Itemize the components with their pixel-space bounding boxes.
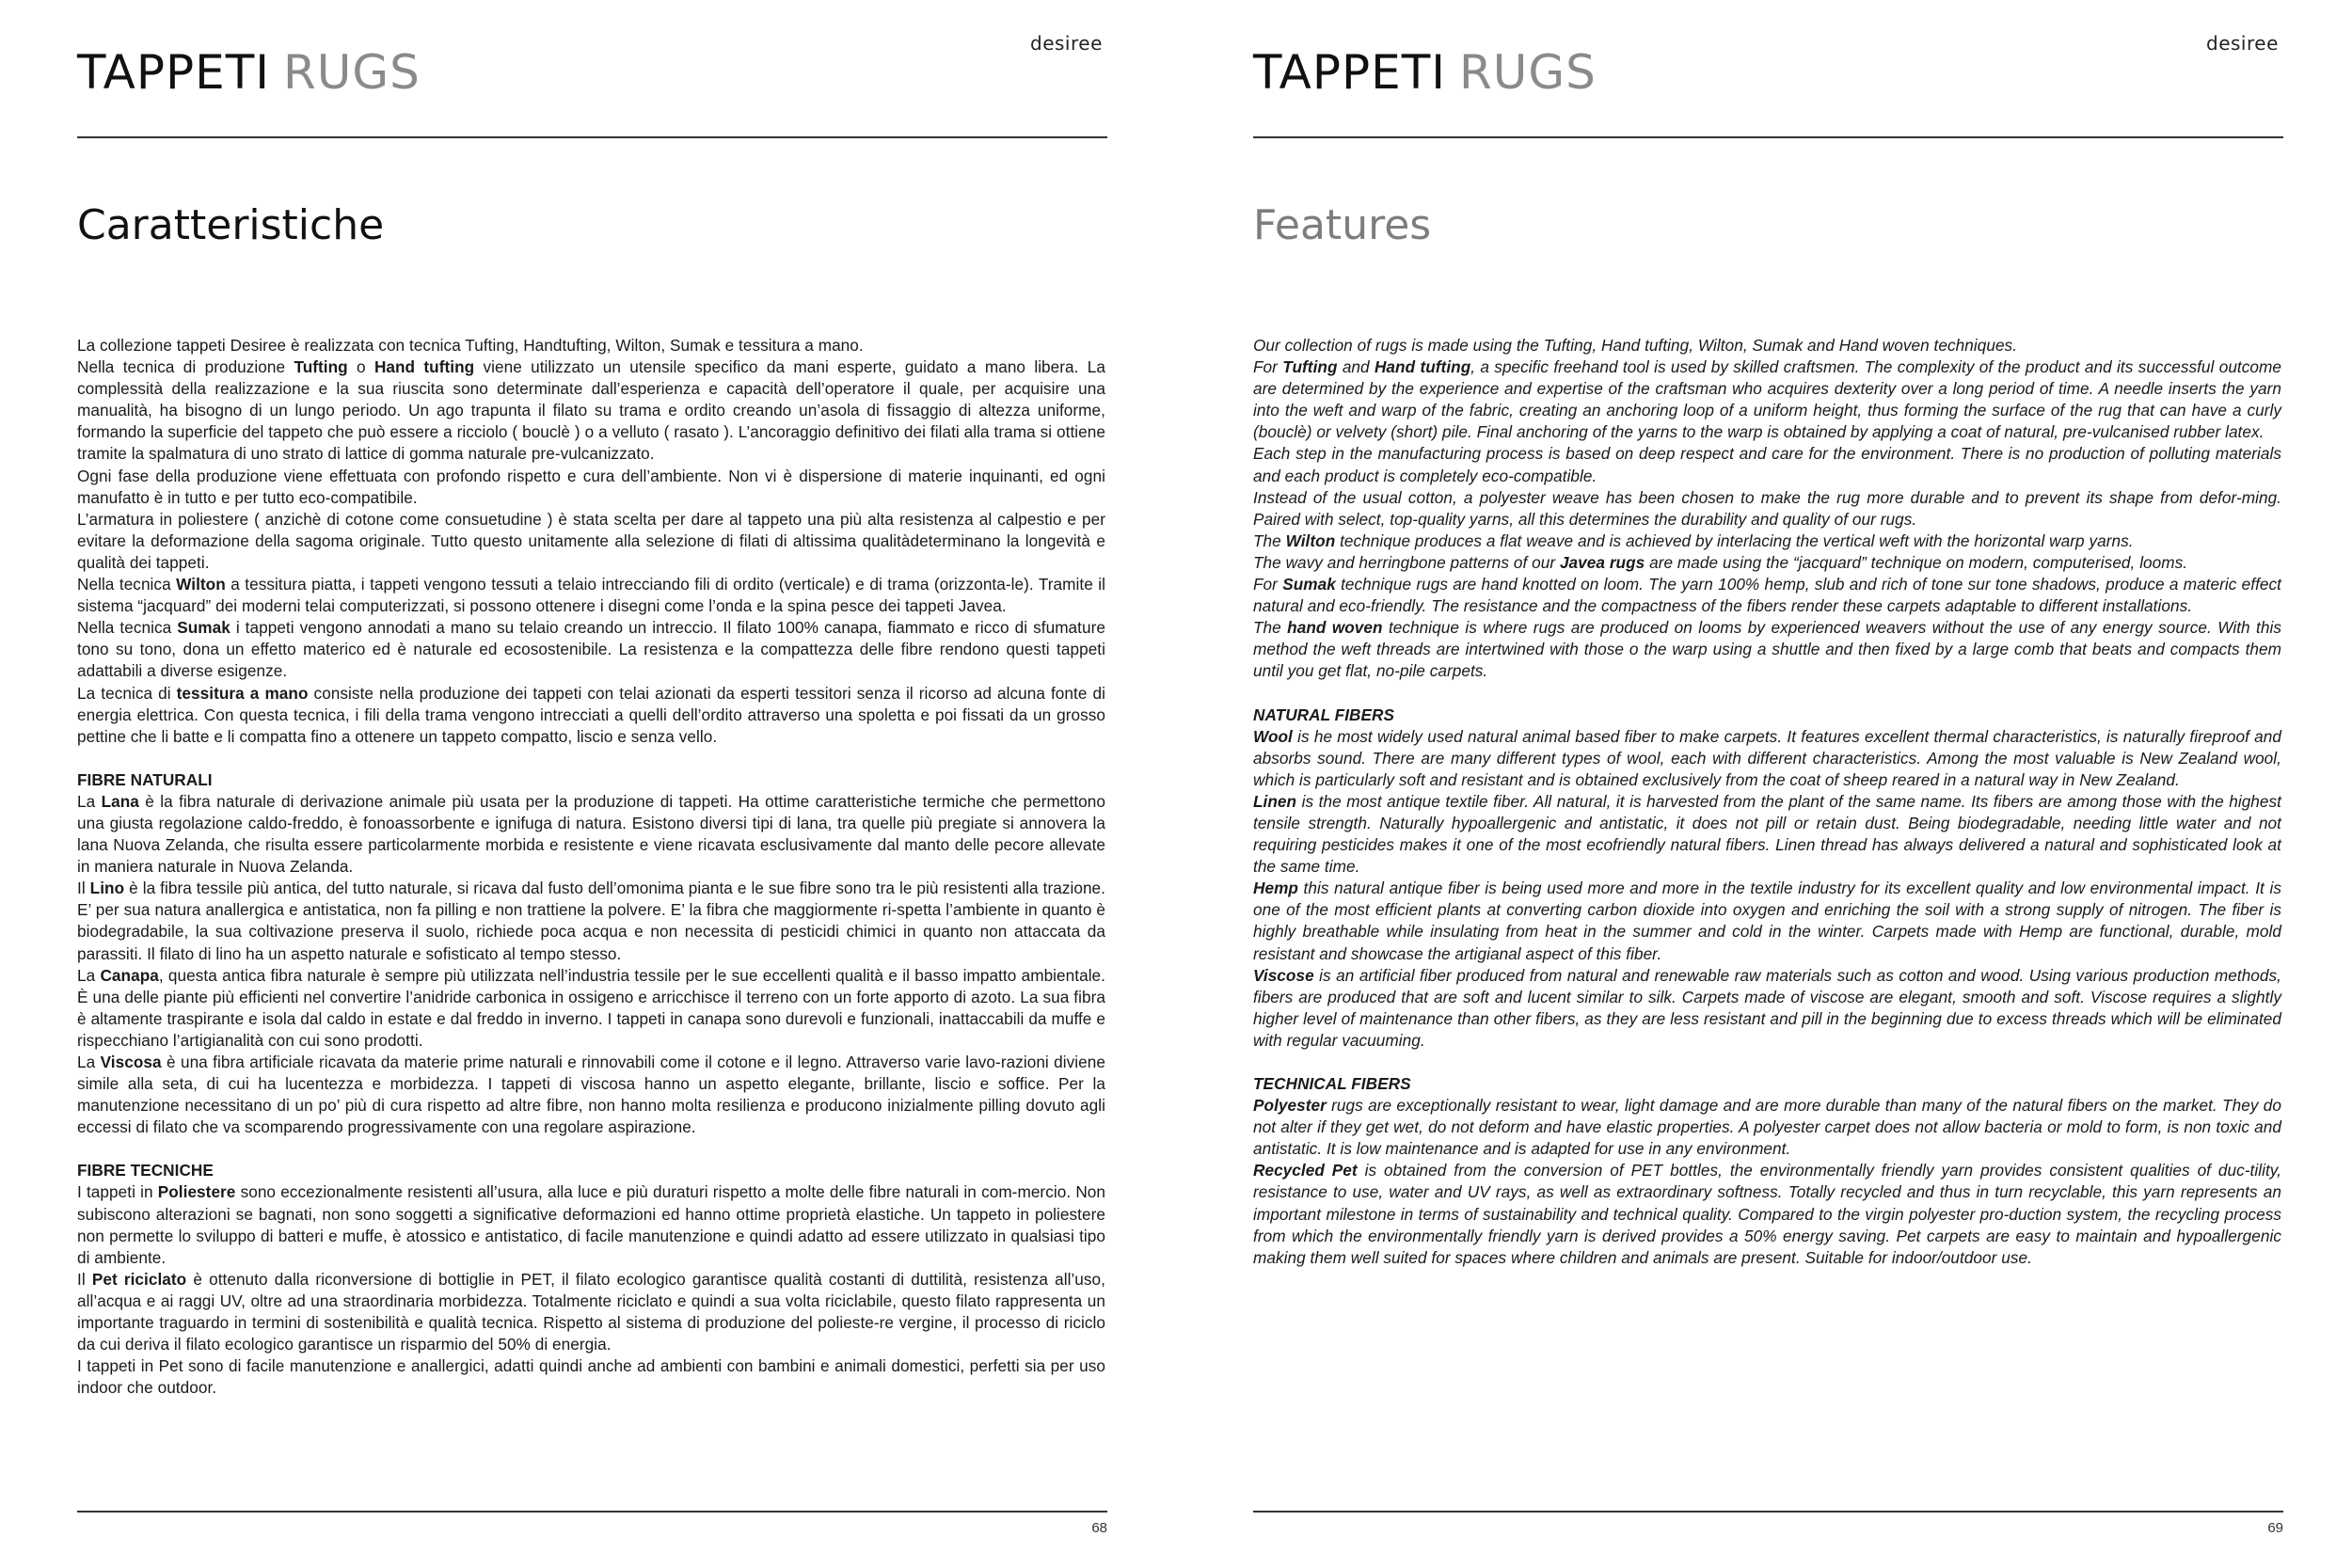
bold-term: Wool xyxy=(1253,726,1293,746)
section-title: Features xyxy=(1253,201,1432,249)
text-run: Nella tecnica di produzione xyxy=(77,357,294,377)
text-run: La xyxy=(77,1053,101,1071)
text-run: La collezione tappeti Desiree è realizzata con tecnica Tufting, Handtufting, Wilton, Sumak e tessitura a mano. xyxy=(77,336,864,355)
bold-term: Viscose xyxy=(1253,965,1314,985)
text-run: is an artificial fiber produced from natural and renewable raw materials such as cotton and wood. Using various production methods, fibers are produced that are soft and lucent similar to silk. Carpets made of viscose are elegant, smooth and soft. Viscose requires a slightly higher level of maintenance than other fibers, as they are less resistant and pill in the beginning due to excess threads which will be eliminated with regular vacuuming. xyxy=(1253,965,2281,1050)
text-run: Ogni fase della produzione viene effettuata con profondo rispetto e cura dell’ambiente. Non vi è dispersione di materie inquinanti, ed ogni manufatto è in tutto e per tutto eco-compatibile. xyxy=(77,466,1105,507)
body-text xyxy=(77,335,1105,1399)
bold-term: Sumak xyxy=(177,618,230,638)
bold-term: Hand tufting xyxy=(373,357,475,377)
paragraph xyxy=(77,617,1105,682)
paragraph xyxy=(77,574,1105,617)
text-run: The xyxy=(1253,618,1288,638)
bold-term: Viscosa xyxy=(100,1053,162,1071)
bold-term: Poliestere xyxy=(157,1182,236,1202)
subheading: NATURAL FIBERS xyxy=(1253,705,1394,724)
paragraph xyxy=(1253,356,2281,443)
bold-term: Linen xyxy=(1253,791,1297,811)
right-page xyxy=(1176,0,2352,1568)
bold-term: Sumak xyxy=(1282,575,1336,594)
text-run: è una fibra artificiale ricavata da materie prime naturali e rinnovabili come il cotone e il legno. Attraverso varie lavo-razioni diviene simile alla seta, di cui ha lucentezza e morbidezza. I tappeti di viscosa hanno un aspetto elegante, brillante, liscio e soffice. Per la manutenzione necessitano di un po’ più di cura rispetto ad altre fibre, non hanno molta resilienza e producono inizialmente pilling dovuto agli eccessi di filato che va scomparendo progressivamente con una regolare aspirazione. xyxy=(77,1053,1105,1137)
text-run: is the most antique textile fiber. All natural, it is harvested from the plant of the same name. Its fibers are among those with the highest tensile strength. Naturally hypoallergenic and antistatic, it does not pill or retain dust. Being biodegradable, needing little water and not requiring pesticides makes it one of the most ecofriendly natural fibers. Linen thread has always delivered a natural and sophisticated look at the same time. xyxy=(1253,791,2281,877)
text-run: L’armatura in poliestere ( anzichè di cotone come consuetudine ) è stata scelta per dare al tappeto una più alta resistenza al calpestio e per evitare la deformazione della sagoma originale. Tutto questo unitamente alla selezione di filati di altissima qualitàdeterminano la longevità e qualità dei tappeti. xyxy=(77,509,1105,572)
header-title-it: TAPPETI xyxy=(77,45,271,100)
subheading: TECHNICAL FIBERS xyxy=(1253,1074,1411,1093)
text-run: è la fibra naturale di derivazione animale più usata per la produzione di tappeti. Ha ottime caratteristiche termiche che permettono una giusta regolazione caldo-freddo, è fonoassorbente e ignifuga di natura. Esistono diversi tipi di lana, tra quelle più pregiate si annovera la lana Nuova Zelanda, che risulta essere particolarmente morbida e resistente e viene ricavata esclusivamente dal manto delle pecore allevate in maniera naturale in Nuova Zelanda. xyxy=(77,791,1105,877)
bold-term: Canapa xyxy=(100,965,159,985)
subheading: FIBRE TECNICHE xyxy=(77,1161,214,1180)
bold-term: Tufting xyxy=(1282,357,1338,377)
text-run: a tessitura piatta, i tappeti vengono tessuti a telaio intrecciando fili di ordito (verticale) e di trama (orizzonta-le). Tramite il sistema “jacquard” dei moderni telai computerizzati, si possono ottenere i disegni come l’onda e la spina pesce dei tappeti Javea. xyxy=(77,575,1105,616)
body-text xyxy=(1253,335,2281,1269)
text-run: and xyxy=(1337,357,1375,377)
paragraph xyxy=(1253,487,2281,531)
text-run: this natural antique fiber is being used more and more in the textile industry for its excellent quality and low environmental impact. It is one of the most efficient plants at converting carbon dioxide into oxygen and enriching the soil with a strong supply of nitrogen. The fiber is highly breathable while insulating from heat in the summer and cold in the winter. Carpets made with Hemp are functional, durable, mold resistant and showcase the artigianal aspect of this fiber. xyxy=(1253,879,2281,963)
text-run: Each step in the manufacturing process is based on deep respect and care for the environment. There is no production of polluting materials and each product is completely eco-compatible. xyxy=(1253,444,2281,485)
text-run: sono eccezionalmente resistenti all’usura, alla luce e più duraturi rispetto a molte delle fibre naturali in com-mercio. Non subiscono alterazioni se bagnati, non sono soggetti a significative deformazioni ed hanno ottime proprietà elastiche. Un tappeto in poliestere non permette lo sviluppo di batteri e muffe, è atossico e antistatico, di facile manutenzione e quindi adatto ad essere utilizzato in qualsiasi tipo di ambiente. xyxy=(77,1182,1105,1267)
page-header xyxy=(1253,45,1597,100)
text-run: I tappeti in Pet sono di facile manutenzione e anallergici, adatti quindi anche ad ambienti con bambini e animali domestici, perfetti sia per uso indoor che outdoor. xyxy=(77,1356,1105,1398)
paragraph xyxy=(1253,965,2281,1052)
bold-term: tessitura a mano xyxy=(176,683,309,703)
text-run: For xyxy=(1253,575,1283,594)
text-run: For xyxy=(1253,357,1283,377)
paragraph xyxy=(1253,531,2281,552)
bold-term: Wilton xyxy=(176,575,226,594)
subheading: FIBRE NATURALI xyxy=(77,769,213,789)
text-run: , questa antica fibra naturale è sempre più utilizzata nell’industria tessile per le sue eccellenti qualità e il basso impatto ambientale. È una delle piante più efficienti nel convertire l’anidride carbonica in ossigeno e arricchisce il terreno con un forte apporto di azoto. La sua fibra è altamente traspirante e isola dal caldo in estate e dal freddo in inverno. I tappeti in canapa sono durevoli e funzionali, inattaccabili da muffe e rispecchiano l’artigianalità con cui sono prodotti. xyxy=(77,965,1105,1050)
text-run: are made using the “jacquard” technique on modern, computerised, looms. xyxy=(1645,552,2188,572)
bold-term: Javea rugs xyxy=(1559,552,1645,572)
text-run: Instead of the usual cotton, a polyester weave has been chosen to make the rug more durable and to prevent its shape from defor-ming. Paired with select, top-quality yarns, all this determines the durability and quality of our rugs. xyxy=(1253,487,2281,529)
bold-term: Recycled Pet xyxy=(1253,1161,1358,1180)
paragraph xyxy=(77,1052,1105,1138)
text-run: o xyxy=(347,357,374,377)
text-run: è ottenuto dalla riconversione di bottiglie in PET, il filato ecologico garantisce qualità costanti di duttilità, resistenza all’uso, all’acqua e ai raggi UV, oltre ad una straordinaria morbidezza. Totalmente riciclato e quindi a sua volta riciclabile, questo filato rappresenta un importante traguardo in termini di sostenibilità e qualità tecnica. Rispetto al sistema di produzione del polieste-re vergine, il processo di riciclo da cui deriva il filato ecologico garantisce un risparmio del 50% di energia. xyxy=(77,1269,1105,1354)
text-run: Our collection of rugs is made using the Tufting, Hand tufting, Wilton, Sumak and Hand woven techniques. xyxy=(1253,336,2018,355)
bold-term: Lino xyxy=(89,879,125,898)
paragraph xyxy=(77,466,1105,509)
bold-term: Tufting xyxy=(294,357,348,377)
paragraph xyxy=(77,356,1105,465)
footer-divider xyxy=(77,1511,1107,1513)
bold-term: Pet riciclato xyxy=(91,1269,187,1289)
bold-term: Hemp xyxy=(1253,879,1298,898)
text-run: technique is where rugs are produced on looms by experienced weavers without the use of any energy source. With this method the weft threads are intertwined with those o the warp using a shuttle and then fixed by a large comb that beats and compacts them until you get flat, no-pile carpets. xyxy=(1253,618,2281,681)
text-run: The wavy and herringbone patterns of our xyxy=(1253,552,1560,572)
text-run: viene utilizzato un utensile specifico da mani esperte, guidato a mano libera. La complessità della realizzazione e la sua riuscita sono determinate dall’esperienza e capacità dell’operatore il quale, per acquisire una manualità, ha bisogno di un lungo periodo. Un ago trapunta il filato su trama e ordito creando un’asola di fissaggio di altezza uniforme, formando la superficie del tappeto che può essere a ricciolo ( bouclè ) o a velluto ( rasato ). L’ancoraggio definitivo dei filati alla trama si ottiene tramite la spalmatura di uno strato di lattice di gomma naturale pre-vulcanizzato. xyxy=(77,357,1105,464)
section-title: Caratteristiche xyxy=(77,201,385,249)
paragraph xyxy=(1253,1095,2281,1160)
bold-term: Polyester xyxy=(1253,1096,1327,1116)
text-run: La xyxy=(77,791,102,811)
paragraph xyxy=(77,509,1105,574)
paragraph xyxy=(1253,726,2281,791)
brand-logo: desiree xyxy=(2206,32,2279,55)
paragraph xyxy=(77,683,1105,748)
bold-term: Hand tufting xyxy=(1374,357,1471,377)
bold-term: Lana xyxy=(101,791,139,811)
brand-logo: desiree xyxy=(1030,32,1103,55)
header-title-en: RUGS xyxy=(283,45,421,100)
paragraph xyxy=(77,878,1105,964)
paragraph xyxy=(77,335,1105,356)
paragraph xyxy=(1253,878,2281,964)
header-divider xyxy=(77,136,1107,138)
text-run: is obtained from the conversion of PET bottles, the environmentally friendly yarn provides consistent qualities of duc-tility, resistance to use, water and UV rays, as well as extraordinary softness. Totally recycled and thus in turn recyclable, this yarn represents an important milestone in terms of sustainability and technical quality. Compared to the virgin polyester pro-duction system, the recycling process from which the environmentally friendly yarn is derived provides a 50% energy saving. Pet carpets are easy to maintain and hypoallergenic making them well suited for spaces where children and animals are present. Suitable for indoor/outdoor use. xyxy=(1253,1161,2281,1267)
text-run: i tappeti vengono annodati a mano su telaio creando un intreccio. Il filato 100% canapa, fiammato e ricco di sfumature tono su tono, dona un effetto materico ed è naturale ed ecosostenibile. La resistenza e la compattezza delle fibre rendono questi tappeti adattabili a diverse esigenze. xyxy=(77,618,1105,681)
paragraph xyxy=(77,965,1105,1052)
text-run: consiste nella produzione dei tappeti con telai azionati da esperti tessitori senza il ricorso ad alcuna fonte di energia elettrica. Con questa tecnica, i fili della trama vengono intrecciati a quelli dell’ordito attraverso una spoletta e poi fissati da un grosso pettine che li batte e li compatta fino a ottenere un tappeto compatto, liscio e senza vello. xyxy=(77,683,1105,746)
text-run: Il xyxy=(77,1269,92,1289)
paragraph xyxy=(1253,335,2281,356)
paragraph xyxy=(77,1181,1105,1268)
text-run: is he most widely used natural animal based fiber to make carpets. It features excellent thermal characteristics, is naturally fireproof and absorbs sound. There are many different types of wool, each with different characteristics. Among the most valuable is New Zealand wool, which is particularly soft and resistant and is obtained exclusively from the coat of sheep reared in a natural way in New Zealand. xyxy=(1253,726,2281,789)
paragraph xyxy=(1253,574,2281,617)
page-number: 69 xyxy=(2267,1520,2283,1536)
paragraph xyxy=(1253,552,2281,574)
text-run: Nella tecnica xyxy=(77,618,178,638)
text-run: Nella tecnica xyxy=(77,575,177,594)
text-run: è la fibra tessile più antica, del tutto naturale, si ricava dal fusto dell’omonima pianta e le sue fibre sono tra le più resistenti alla trazione. E’ per sua natura anallergica e antistatica, non fa pilling e non trattiene la polvere. E’ la fibra che maggiormente ri-spetta l’ambiente in quanto è biodegradabile, la sua coltivazione preserva il suolo, richiede poca acqua e non necessita di pesticidi chimici in quanto non attaccata da parassiti. Il filato di lino ha un aspetto naturale e sofisticato al tempo stesso. xyxy=(77,879,1105,963)
paragraph xyxy=(1253,617,2281,682)
text-run: technique rugs are hand knotted on loom. The yarn 100% hemp, slub and rich of tone sur tone shadows, produce a materic effect natural and eco-friendly. The resistance and the compactness of the fibers render these carpets adaptable to different installations. xyxy=(1253,575,2281,616)
text-run: technique produces a flat weave and is achieved by interlacing the vertical weft with the horizontal warp yarns. xyxy=(1335,531,2134,550)
header-title-en: RUGS xyxy=(1459,45,1597,100)
text-run: I tappeti in xyxy=(77,1182,158,1202)
bold-term: hand woven xyxy=(1287,618,1383,638)
footer-divider xyxy=(1253,1511,2283,1513)
paragraph xyxy=(77,1355,1105,1399)
bold-term: Wilton xyxy=(1285,531,1336,550)
header-divider xyxy=(1253,136,2283,138)
paragraph xyxy=(1253,791,2281,878)
text-run: The xyxy=(1253,531,1286,550)
page-number: 68 xyxy=(1091,1520,1107,1536)
text-run: Il xyxy=(77,879,90,898)
text-run: rugs are exceptionally resistant to wear, light damage and are more durable than many of the natural fibers on the market. They do not alter if they get wet, do not deform and have elastic properties. A polyester carpet does not allow bacteria or mold to form, is non toxic and antistatic. It is low maintenance and is adapted for use in any environment. xyxy=(1253,1096,2281,1159)
paragraph xyxy=(77,1269,1105,1355)
text-run: La tecnica di xyxy=(77,683,177,703)
page-header xyxy=(77,45,421,100)
text-run: , a specific freehand tool is used by skilled craftsmen. The complexity of the product and its successful outcome are determined by the experience and expertise of the craftsman who acquires dexterity over a long period of time. A needle inserts the yarn into the weft and warp of the fabric, creating an anchoring loop of a uniform height, thus forming the surface of the rug that can have a curly (bouclè) or velvety (short) pile. Final anchoring of the yarns to the warp is obtained by applying a coat of natural, pre-vulcanised rubber latex. xyxy=(1253,357,2281,442)
text-run: La xyxy=(77,965,101,985)
paragraph xyxy=(1253,443,2281,486)
paragraph xyxy=(1253,1160,2281,1268)
paragraph xyxy=(77,791,1105,878)
header-title-it: TAPPETI xyxy=(1253,45,1447,100)
